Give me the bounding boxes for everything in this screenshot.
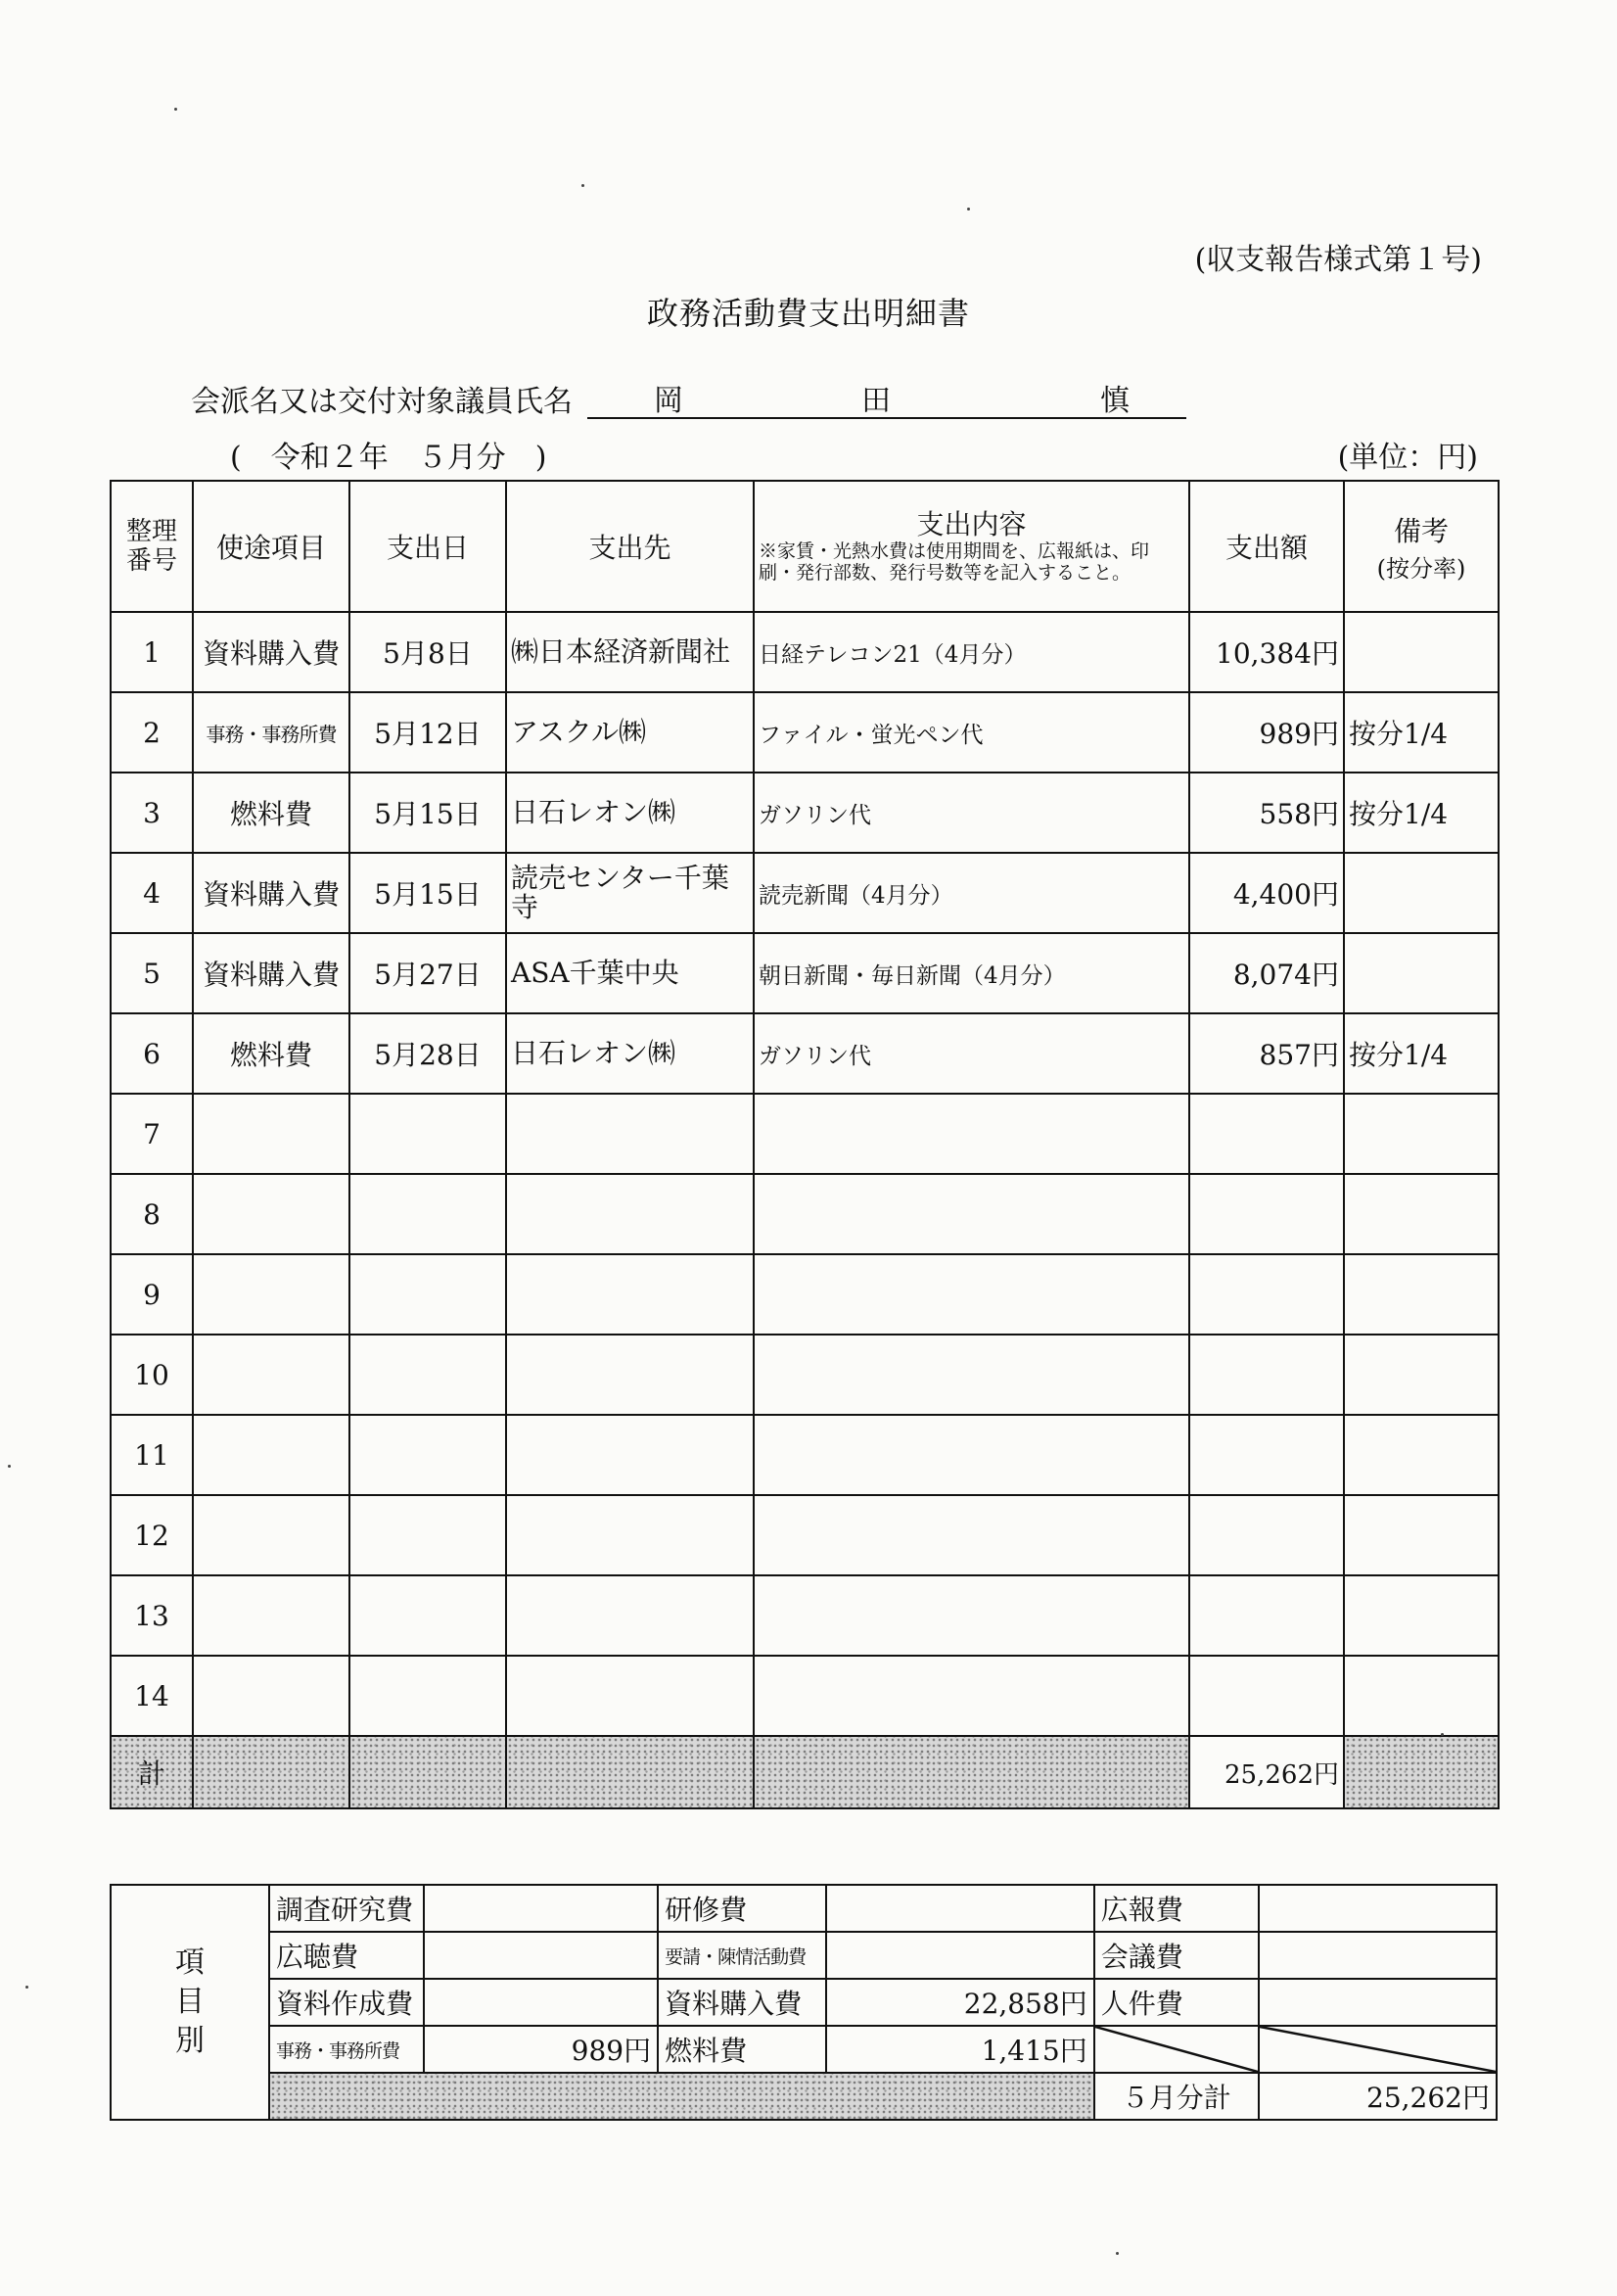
row-number: 1	[111, 612, 193, 692]
summary-value-petition	[826, 1932, 1093, 1979]
row-date: 5月27日	[349, 933, 506, 1013]
row-date	[349, 1495, 506, 1575]
row-remarks	[1344, 1495, 1499, 1575]
side-char: 目	[175, 1985, 206, 2019]
table-row	[111, 1094, 1499, 1174]
row-category	[193, 1575, 349, 1656]
row-amount	[1189, 1094, 1344, 1174]
row-date	[349, 1094, 506, 1174]
header-date: 支出日	[349, 481, 506, 612]
summary-label-personnel: 人件費	[1094, 1979, 1259, 2026]
row-payee	[506, 1335, 754, 1415]
row-content	[754, 1094, 1189, 1174]
total-amount: 25,262円	[1189, 1736, 1344, 1808]
member-name-char: 慎	[1100, 384, 1130, 418]
row-content: ガソリン代	[754, 773, 1189, 853]
summary-label-petition: 要請・陳情活動費	[658, 1932, 826, 1979]
row-remarks	[1344, 853, 1499, 933]
summary-label-material-purchase: 資料購入費	[658, 1979, 826, 2026]
reporting-period: ( 令和２年 ５月分 )	[230, 441, 547, 475]
table-row	[111, 692, 1499, 773]
scan-speck	[25, 1986, 28, 1989]
summary-label-office: 事務・事務所費	[269, 2026, 424, 2073]
table-row	[111, 1013, 1499, 1094]
row-number: 10	[111, 1335, 193, 1415]
row-amount: 10,384円	[1189, 612, 1344, 692]
table-row	[111, 1575, 1499, 1656]
row-category: 資料購入費	[193, 853, 349, 933]
table-row	[111, 1335, 1499, 1415]
row-content: ファイル・蛍光ペン代	[754, 692, 1189, 773]
row-amount	[1189, 1415, 1344, 1495]
row-remarks	[1344, 1415, 1499, 1495]
row-number: 2	[111, 692, 193, 773]
row-category	[193, 1495, 349, 1575]
row-date	[349, 1254, 506, 1335]
row-content	[754, 1254, 1189, 1335]
header-amount: 支出額	[1189, 481, 1344, 612]
row-payee: 日石レオン㈱	[506, 773, 754, 853]
summary-label-meeting: 会議費	[1094, 1932, 1259, 1979]
row-amount	[1189, 1254, 1344, 1335]
summary-unused-cell	[1094, 2026, 1259, 2073]
row-amount	[1189, 1575, 1344, 1656]
table-row	[111, 1254, 1499, 1335]
row-number: 14	[111, 1656, 193, 1736]
row-payee	[506, 1094, 754, 1174]
row-remarks	[1344, 1174, 1499, 1254]
row-payee	[506, 1656, 754, 1736]
document-title: 政務活動費支出明細書	[646, 295, 970, 332]
total-shaded-cell	[754, 1736, 1189, 1808]
row-category	[193, 1094, 349, 1174]
row-category	[193, 1415, 349, 1495]
scan-speck	[967, 208, 970, 211]
row-amount: 857円	[1189, 1013, 1344, 1094]
table-row	[111, 1174, 1499, 1254]
summary-value-training	[826, 1885, 1093, 1932]
name-label: 会派名又は交付対象議員氏名	[191, 385, 573, 419]
summary-value-material-purchase: 22,858円	[826, 1979, 1093, 2026]
header-content-title: 支出内容	[916, 508, 1027, 540]
table-row	[111, 1415, 1499, 1495]
summary-side-label	[111, 1885, 269, 2120]
row-payee: アスクル㈱	[506, 692, 754, 773]
member-name-char: 田	[861, 384, 891, 418]
row-date: 5月15日	[349, 773, 506, 853]
row-amount	[1189, 1656, 1344, 1736]
summary-shaded-cell	[269, 2073, 1094, 2120]
header-remarks-sub: (按分率)	[1376, 554, 1466, 583]
row-remarks	[1344, 1575, 1499, 1656]
row-payee	[506, 1415, 754, 1495]
scan-speck	[1116, 2252, 1119, 2255]
month-total-label: ５月分計	[1094, 2073, 1259, 2120]
header-content	[754, 481, 1189, 612]
side-char: 別	[175, 2024, 206, 2058]
summary-unused-cell	[1259, 2026, 1497, 2073]
row-payee	[506, 1575, 754, 1656]
row-number: 8	[111, 1174, 193, 1254]
summary-row	[111, 1885, 1497, 1932]
row-remarks	[1344, 1335, 1499, 1415]
unit-label: (単位：円)	[1337, 441, 1478, 475]
row-remarks	[1344, 1656, 1499, 1736]
row-amount: 8,074円	[1189, 933, 1344, 1013]
scan-speck	[174, 108, 177, 111]
header-payee: 支出先	[506, 481, 754, 612]
row-number: 3	[111, 773, 193, 853]
row-category: 資料購入費	[193, 612, 349, 692]
scan-speck	[8, 1465, 11, 1468]
row-amount	[1189, 1495, 1344, 1575]
summary-label-material-creation: 資料作成費	[269, 1979, 424, 2026]
row-date: 5月15日	[349, 853, 506, 933]
summary-row	[111, 2073, 1497, 2120]
row-category	[193, 1174, 349, 1254]
row-remarks: 按分1/4	[1344, 773, 1499, 853]
row-payee: 日石レオン㈱	[506, 1013, 754, 1094]
row-amount: 989円	[1189, 692, 1344, 773]
row-date: 5月28日	[349, 1013, 506, 1094]
row-category: 燃料費	[193, 1013, 349, 1094]
row-content	[754, 1656, 1189, 1736]
row-amount	[1189, 1335, 1344, 1415]
summary-value-publicity	[1259, 1885, 1497, 1932]
row-number: 13	[111, 1575, 193, 1656]
row-number: 12	[111, 1495, 193, 1575]
row-remarks	[1344, 1094, 1499, 1174]
total-shaded-cell	[349, 1736, 506, 1808]
row-payee	[506, 1174, 754, 1254]
row-number: 5	[111, 933, 193, 1013]
row-date	[349, 1335, 506, 1415]
row-number: 9	[111, 1254, 193, 1335]
summary-value-office: 989円	[424, 2026, 658, 2073]
row-number: 7	[111, 1094, 193, 1174]
row-payee	[506, 1495, 754, 1575]
row-date	[349, 1575, 506, 1656]
header-number: 整理番号	[111, 481, 193, 612]
row-amount: 558円	[1189, 773, 1344, 853]
row-remarks	[1344, 1254, 1499, 1335]
header-category: 使途項目	[193, 481, 349, 612]
summary-label-publicity: 広報費	[1094, 1885, 1259, 1932]
table-row	[111, 1495, 1499, 1575]
side-char: 項	[175, 1945, 206, 1980]
row-category	[193, 1254, 349, 1335]
row-content	[754, 1415, 1189, 1495]
member-name	[587, 374, 1186, 419]
total-shaded-cell	[193, 1736, 349, 1808]
summary-value-hearing	[424, 1932, 658, 1979]
table-row	[111, 1656, 1499, 1736]
row-date	[349, 1174, 506, 1254]
row-category	[193, 1335, 349, 1415]
row-remarks: 按分1/4	[1344, 692, 1499, 773]
row-remarks: 按分1/4	[1344, 1013, 1499, 1094]
scan-speck	[1441, 1733, 1444, 1736]
row-content	[754, 1174, 1189, 1254]
summary-row	[111, 1979, 1497, 2026]
member-name-char: 岡	[654, 384, 683, 418]
row-payee	[506, 1254, 754, 1335]
row-number: 11	[111, 1415, 193, 1495]
row-content	[754, 1335, 1189, 1415]
row-payee: ASA千葉中央	[506, 933, 754, 1013]
summary-value-fuel: 1,415円	[826, 2026, 1093, 2073]
table-row	[111, 933, 1499, 1013]
row-category: 燃料費	[193, 773, 349, 853]
summary-value-meeting	[1259, 1932, 1497, 1979]
row-amount	[1189, 1174, 1344, 1254]
row-remarks	[1344, 933, 1499, 1013]
table-row	[111, 612, 1499, 692]
summary-row	[111, 2026, 1497, 2073]
header-remarks	[1344, 481, 1499, 612]
total-row	[111, 1736, 1499, 1808]
header-content-note: ※家賃・光熱水費は使用期間を、広報紙は、印刷・発行部数、発行号数等を記入すること。	[759, 540, 1150, 584]
header-remarks-title: 備考	[1393, 514, 1449, 547]
total-shaded-cell	[506, 1736, 754, 1808]
table-row	[111, 853, 1499, 933]
row-category: 資料購入費	[193, 933, 349, 1013]
row-payee: 読売センター千葉寺	[506, 853, 754, 933]
row-content: 日経テレコン21（4月分）	[754, 612, 1189, 692]
row-number: 6	[111, 1013, 193, 1094]
summary-row	[111, 1932, 1497, 1979]
summary-label-training: 研修費	[658, 1885, 826, 1932]
row-content	[754, 1495, 1189, 1575]
row-date	[349, 1656, 506, 1736]
row-content: 朝日新聞・毎日新聞（4月分）	[754, 933, 1189, 1013]
summary-value-material-creation	[424, 1979, 658, 2026]
table-header-row	[111, 481, 1499, 612]
total-label: 計	[111, 1736, 193, 1808]
expense-table	[110, 480, 1500, 1809]
row-number: 4	[111, 853, 193, 933]
summary-label-fuel: 燃料費	[658, 2026, 826, 2073]
row-date: 5月12日	[349, 692, 506, 773]
row-content	[754, 1575, 1189, 1656]
form-number: (収支報告様式第１号)	[1194, 243, 1482, 277]
table-row	[111, 773, 1499, 853]
row-content: 読売新聞（4月分）	[754, 853, 1189, 933]
month-total-value: 25,262円	[1259, 2073, 1497, 2120]
summary-label-hearing: 広聴費	[269, 1932, 424, 1979]
scan-speck	[581, 184, 584, 187]
row-category: 事務・事務所費	[193, 692, 349, 773]
category-summary-table	[110, 1884, 1498, 2121]
row-date: 5月8日	[349, 612, 506, 692]
summary-label-research: 調査研究費	[269, 1885, 424, 1932]
row-payee: ㈱日本経済新聞社	[506, 612, 754, 692]
row-date	[349, 1415, 506, 1495]
row-remarks	[1344, 612, 1499, 692]
row-amount: 4,400円	[1189, 853, 1344, 933]
summary-value-personnel	[1259, 1979, 1497, 2026]
row-category	[193, 1656, 349, 1736]
summary-value-research	[424, 1885, 658, 1932]
row-content: ガソリン代	[754, 1013, 1189, 1094]
total-shaded-cell	[1344, 1736, 1499, 1808]
